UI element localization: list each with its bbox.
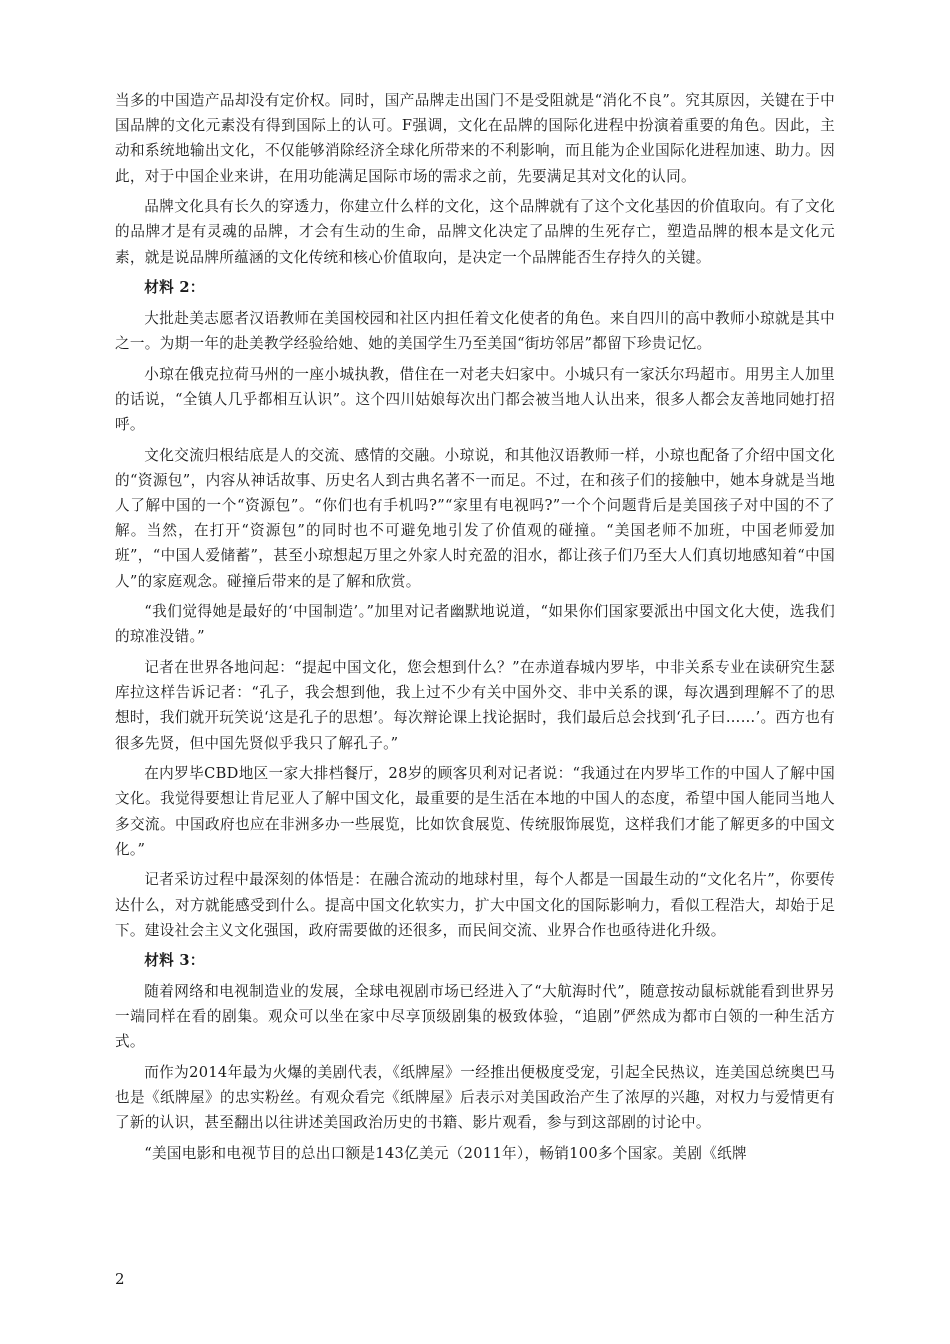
paragraph-continuation: 当多的中国造产品却没有定价权。同时，国产品牌走出国门不是受阻就是“消化不良”。究其原因，关键在于中国品牌的文化元素没有得到国际上的认可。F强调，文化在品牌的国际化进程中扮演着重要的角色。因此，主动和系统地输出文化，不仅能够消除经济全球化所带来的不利影响，而且能为企业国际化进程加速、助力。因此，对于中国企业来讲，在用功能满足国际市场的需求之前，先要满足其对文化的认同。 bbox=[115, 92, 835, 185]
paragraph-volunteer-teachers: 大批赴美志愿者汉语教师在美国校园和社区内担任着文化使者的角色。来自四川的高中教师小琼就是其中之一。为期一年的赴美教学经验给她、她的美国学生乃至美国“街坊邻居”都留下珍贵记忆。 bbox=[115, 309, 835, 352]
document-body bbox=[115, 88, 835, 1172]
paragraph-oklahoma-town: 小琼在俄克拉荷马州的一座小城执教，借住在一对老夫妇家中。小城只有一家沃尔玛超市。用男主人加里的话说，“全镇人几乎都相互认识”。这个四川姑娘每次出门都会被当地人认出来，很多人都会友善地同她打招呼。 bbox=[115, 365, 835, 433]
section-heading-material-2: 材料 2： bbox=[144, 279, 205, 297]
paragraph-tv-market: 随着网络和电视制造业的发展，全球电视剧市场已经进入了“大航海时代”，随意按动鼠标就能看到世界另一端同样在看的剧集。观众可以坐在家中尽享顶级剧集的极致体验，“追剧”俨然成为都市白领的一种生活方式。 bbox=[115, 983, 835, 1051]
paragraph-reporter-insight: 记者采访过程中最深刻的体悟是：在融合流动的地球村里，每个人都是一国最生动的“文化名片”，你要传达什么，对方就能感受到什么。提高中国文化软实力，扩大中国文化的国际影响力，看似工程浩大，却始于足下。建设社会主义文化强国，政府需要做的还很多，而民间交流、业界合作也亟待进化升级。 bbox=[115, 871, 835, 939]
paragraph-made-in-china-quote: “我们觉得她是最好的‘中国制造’。”加里对记者幽默地说道，“如果你们国家要派出中国文化大使，选我们的琼准没错。” bbox=[115, 603, 835, 646]
paragraph-house-of-cards: 而作为2014年最为火爆的美剧代表，《纸牌屋》一经推出便极度受宠，引起全民热议，连美国总统奥巴马也是《纸牌屋》的忠实粉丝。有观众看完《纸牌屋》后表示对美国政治产生了浓厚的兴趣，对权力与爱情更有了新的认识，甚至翻出以往讲述美国政治历史的书籍、影片观看，参与到这部剧的讨论中。 bbox=[115, 1064, 835, 1132]
paragraph-us-exports: “美国电影和电视节目的总出口额是143亿美元（2011年），畅销100多个国家。美剧《纸牌 bbox=[144, 1145, 747, 1162]
paragraph-brand-culture: 品牌文化具有长久的穿透力，你建立什么样的文化，这个品牌就有了这个文化基因的价值取向。有了文化的品牌才是有灵魂的品牌，才会有生动的生命，品牌文化决定了品牌的生死存亡，塑造品牌的根本是文化元素，就是说品牌所蕴涵的文化传统和核心价值取向，是决定一个品牌能否生存持久的关键。 bbox=[115, 198, 835, 266]
section-heading-material-3: 材料 3： bbox=[144, 952, 205, 970]
paragraph-cultural-exchange: 文化交流归根结底是人的交流、感情的交融。小琼说，和其他汉语教师一样，小琼也配备了介绍中国文化的“资源包”，内容从神话故事、历史名人到古典名著不一而足。不过，在和孩子们的接触中，她本身就是当地人了解中国的一个“资源包”。“你们也有手机吗?”“家里有电视吗?”一个个问题背后是美国孩子对中国的不了解。当然，在打开“资源包”的同时也不可避免地引发了价值观的碰撞。“美国老师不加班，中国老师爱加班”，“中国人爱储蓄”，甚至小琼想起万里之外家人时充盈的泪水，都让孩子们乃至大人们真切地感知着“中国人”的家庭观念。碰撞后带来的是了解和欣赏。 bbox=[115, 446, 835, 590]
paragraph-nairobi-restaurant: 在内罗毕CBD地区一家大排档餐厅，28岁的顾客贝利对记者说：“我通过在内罗毕工作的中国人了解中国文化。我觉得要想让肯尼亚人了解中国文化，最重要的是生活在本地的中国人的态度，希望中国人能同当地人多交流。中国政府也应在非洲多办一些展览，比如饮食展览、传统服饰展览，这样我们才能了解更多的中国文化。” bbox=[115, 765, 835, 858]
paragraph-confucius: 记者在世界各地问起：“提起中国文化，您会想到什么？”在赤道春城内罗毕，中非关系专业在读研究生瑟库拉这样告诉记者：“孔子，我会想到他，我上过不少有关中国外交、非中关系的课，每次遇到理解不了的思想时，我们就开玩笑说‘这是孔子的思想’。每次辩论课上找论据时，我们最后总会找到‘孔子曰……’。西方也有很多先贤，但中国先贤似乎我只了解孔子。” bbox=[115, 659, 835, 752]
page-number: 2 bbox=[115, 1270, 125, 1288]
